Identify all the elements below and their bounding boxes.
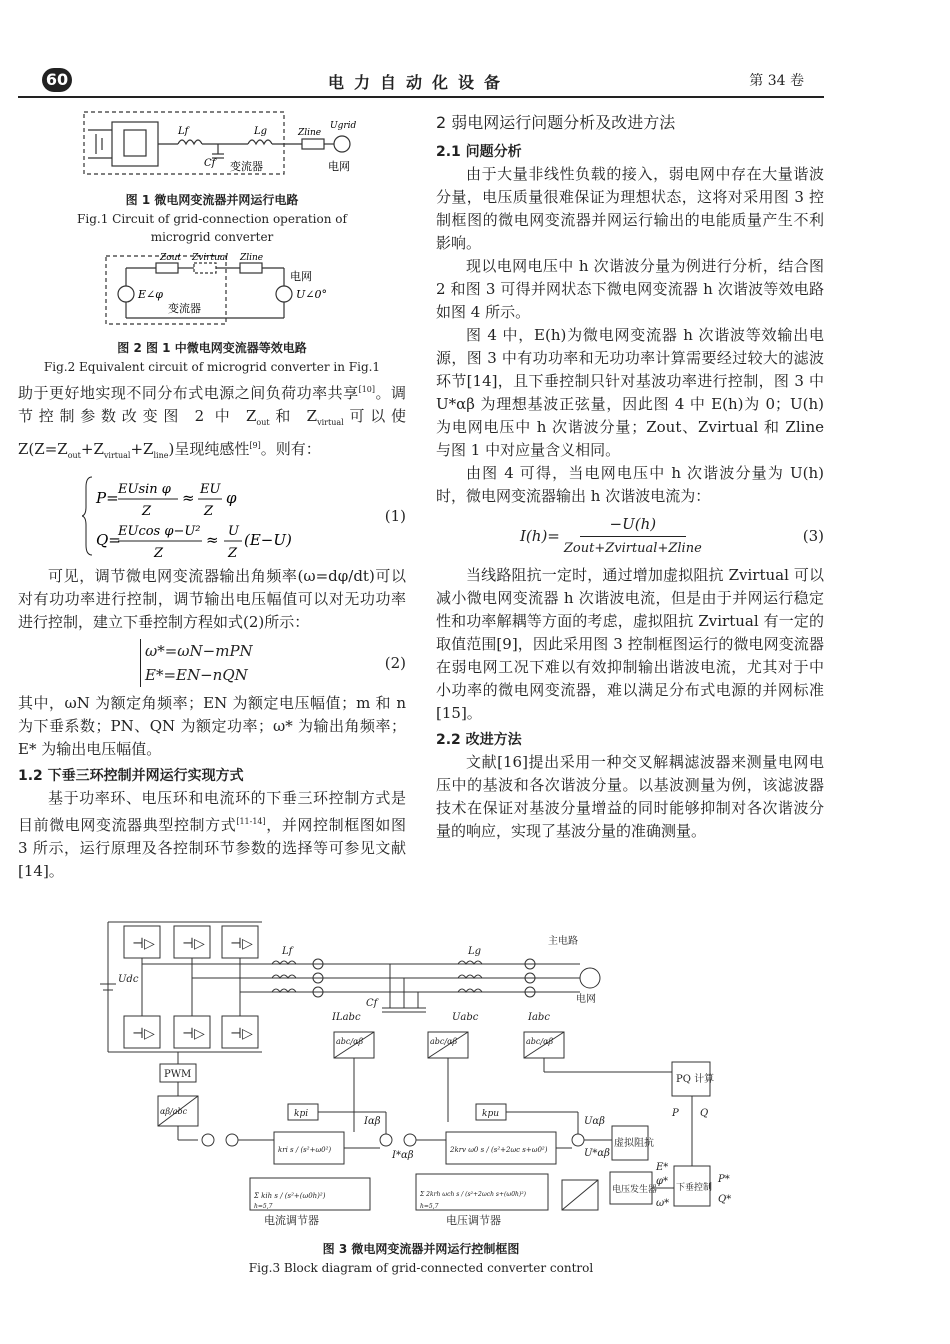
fig3-phistar: φ* [656, 1176, 669, 1187]
svg-text:Z: Z [228, 546, 238, 561]
fig3-estar: E* [656, 1162, 669, 1173]
label-zout: Zout [160, 253, 182, 263]
left-column [18, 104, 406, 883]
paragraph-three-loop: 基于功率环、电压环和电流环的下垂三环控制方式是目前微电网变流器典型控制方式[11-14]，并网控制框图如图 3 所示，运行原理及各控制环节参数的选择等可参见文献[14]。 [18, 789, 406, 880]
svg-text:Z: Z [154, 546, 164, 561]
fig3-wstar: ω* [656, 1198, 670, 1209]
paragraph-virtual-impedance: 当线路阻抗一定时，通过增加虚拟阻抗 Zvirtual 可以减小微电网变流器 h 次谐波电流，但是由于并网运行稳定性和功率解耦等方面的考虑，虚拟阻抗 Zvirtual 有一定的取值范围[9]，因此采用图 3 控制框图运行的微电网变流器在弱电网工况下难以有效抑制输出谐波电流，尤其对于中小功率的微电网变流器，难以满足分布式电源的并网标准[15]。 [436, 566, 824, 722]
fig3-abc-ab-2: abc/αβ [430, 1037, 458, 1046]
figure-3-caption-en: Fig.3 Block diagram of grid-connected converter control [248, 1261, 594, 1275]
fig3-virtual-z: 虚拟阻抗 [614, 1138, 654, 1149]
equation-3-numerator: −U(h) [580, 513, 687, 537]
equation-1-number: (1) [384, 506, 406, 525]
fig3-iabc: Iabc [528, 1012, 550, 1023]
fig3-harm-i: Σ kih s / (s²+(ω0h)²) [254, 1192, 326, 1200]
label-zline: Zline [298, 128, 322, 138]
figure-1-caption-en-line2: microgrid converter [150, 230, 274, 244]
svg-text:EUcos φ−U²: EUcos φ−U² [118, 524, 201, 539]
figure-2-caption-cn: 图 2 图 1 中微电网变流器等效电路 [117, 341, 307, 355]
equation-1 [18, 471, 406, 561]
paragraph-harmonic-current: 由图 4 可得，当电网电压中 h 次谐波分量为 U(h)时，微电网变流器输出 h 次谐波电流为： [436, 464, 824, 505]
fig3-pr-i: kri s / (s²+ω0²) [278, 1146, 332, 1154]
fig3-uabc: Uabc [452, 1012, 479, 1023]
fig3-iab: Iαβ [364, 1116, 381, 1127]
fig3-lf: Lf [282, 946, 293, 957]
fig3-main-circuit: 主电路 [548, 936, 578, 947]
figure-1-caption-en-line1: Fig.1 Circuit of grid-connection operation of [77, 212, 347, 226]
igbt-4-icon: ⊣▷ [132, 1026, 155, 1042]
label-zvirtual: Zvirtual [192, 253, 229, 263]
label-lg: Lg [254, 126, 268, 137]
equation-2-line2: E*=EN−nQN [145, 666, 248, 684]
figure-3-control-diagram [0, 912, 950, 1232]
section-2-2-heading: 2.2 改进方法 [436, 732, 522, 748]
equation-3 [436, 512, 824, 560]
fig3-ab-abc: αβ/abc [160, 1107, 188, 1116]
paragraph-droop-intro: 可见，调节微电网变流器输出角频率(ω=dφ/dt)可以对有功功率进行控制，调节输出电压幅值可以对无功功率进行控制，建立下垂控制方程如式(2)所示： [18, 567, 406, 631]
fig3-abc-ab-3: abc/αβ [526, 1037, 554, 1046]
page-number: 60 [42, 68, 72, 92]
equation-3-lhs: I(h)= [520, 526, 560, 545]
fig3-ilabc: ILabc [332, 1012, 361, 1023]
svg-text:≈: ≈ [182, 489, 195, 507]
equation-3-denominator: Zout+Zvirtual+Zline [563, 540, 702, 556]
fig3-grid: 电网 [576, 994, 596, 1005]
svg-text:EU: EU [200, 482, 221, 497]
svg-text:(E−U): (E−U) [244, 531, 292, 549]
fig3-abc-ab-1: abc/αβ [336, 1037, 364, 1046]
label-source-e: E∠φ [138, 288, 163, 301]
fig3-pstar: P* [718, 1174, 730, 1185]
paragraph-weak-grid: 由于大量非线性负载的接入，弱电网中存在大量谐波分量，电压质量很难保证为理想状态，这将对采用图 3 控制框图的微电网变流器并网运行输出的电能质量产生不利影响。 [436, 165, 824, 252]
section-2-1-heading: 2.1 问题分析 [436, 144, 522, 160]
label-zline-2: Zline [240, 253, 264, 263]
equation-3-number: (3) [802, 526, 824, 545]
fig3-current-reg: 电流调节器 [264, 1214, 319, 1227]
fig3-hset-1: h=5,7 [254, 1203, 273, 1210]
fig3-kpi: kpi [294, 1109, 309, 1119]
figure-3-caption-cn: 图 3 微电网变流器并网运行控制框图 [322, 1242, 520, 1256]
svg-text:Q=: Q= [96, 531, 121, 549]
fig3-hset-2: h=5,7 [420, 1203, 439, 1210]
fig3-qstar: Q* [718, 1194, 732, 1205]
svg-text:P=: P= [96, 489, 119, 507]
igbt-3-icon: ⊣▷ [230, 936, 253, 952]
fig3-p: P [672, 1108, 679, 1119]
equation-2-number: (2) [384, 653, 406, 672]
fig3-volt-gen: 电压发生器 [612, 1185, 658, 1195]
paragraph-fig4-desc: 图 4 中，E(h)为微电网变流器 h 次谐波等效输出电源，图 3 中有功功率和无功功率计算需要经过较大的滤波环节[14]，且下垂控制只针对基波功率进行控制，图 3 中 U*αβ 为理想基波正弦量，因此图 4 中 E(h)为 0；U(h)为电网电压中 h 次谐波分量；Zout、Zvirtual 和 Zline 与图 1 中对应量含义相同。 [436, 326, 824, 459]
fig3-pr-u: 2krv ω0 s / (s²+2ωc s+ω0²) [450, 1146, 548, 1154]
igbt-6-icon: ⊣▷ [230, 1026, 253, 1042]
igbt-2-icon: ⊣▷ [182, 936, 205, 952]
fig3-lg: Lg [468, 946, 482, 957]
figure-2-caption-en: Fig.2 Equivalent circuit of microgrid converter in Fig.1 [43, 360, 381, 374]
equation-1-formula [82, 471, 342, 561]
fig3-urefab: U*αβ [584, 1148, 610, 1159]
fig3-pwm: PWM [164, 1069, 192, 1080]
label-cf: Cf [204, 158, 216, 169]
figure-3-caption [18, 1238, 824, 1277]
paragraph-improvement: 文献[16]提出采用一种交叉解耦滤波器来测量电网电压中的基波和各次谐波分量。以基波测量为例，该滤波器技术在保证对基波分量增益的同时能够抑制对各次谐波分量的响应，实现了基波分量的准确测量。 [436, 753, 824, 840]
figure-1-caption-cn: 图 1 微电网变流器并网运行电路 [125, 193, 299, 207]
fig3-droop: 下垂控制 [676, 1183, 713, 1193]
fig3-harm-u: Σ 2krh ωch s / (s²+2ωch s+(ω0h)²) [420, 1191, 526, 1198]
fig3-cf: Cf [366, 998, 378, 1009]
section-1-2-heading: 1.2 下垂三环控制并网运行实现方式 [18, 768, 244, 784]
figure-2-equivalent-circuit [18, 250, 406, 330]
label-converter: 变流器 [230, 160, 263, 173]
fig3-udc: Udc [118, 974, 139, 985]
paragraph-harmonic-analysis: 现以电网电压中 h 次谐波分量为例进行分析，结合图 2 和图 3 可得并网状态下微电网变流器 h 次谐波等效电路如图 4 所示。 [436, 257, 824, 321]
svg-text:Z: Z [142, 504, 152, 519]
svg-text:≈: ≈ [206, 531, 219, 549]
label-grid: 电网 [328, 160, 350, 173]
section-2-heading: 2 弱电网运行问题分析及改进方法 [436, 113, 676, 132]
fig3-pq-calc: PQ 计算 [676, 1074, 715, 1085]
svg-text:U: U [228, 524, 239, 539]
igbt-5-icon: ⊣▷ [182, 1026, 205, 1042]
fig3-uab: Uαβ [584, 1116, 605, 1127]
label-source-u: U∠0° [296, 288, 327, 301]
journal-title: 电力自动化设备 [328, 73, 511, 92]
right-column [436, 110, 824, 843]
fig3-voltage-reg: 电压调节器 [446, 1214, 501, 1227]
volume-label: 第 34 卷 [749, 73, 804, 89]
label-ugrid: Ugrid [330, 121, 357, 131]
fig3-q: Q [700, 1108, 709, 1119]
equation-2 [18, 638, 406, 688]
page-header [18, 62, 824, 98]
paragraph-load-sharing: 助于更好地实现不同分布式电源之间负荷功率共享[10]。调节控制参数改变图 2 中 $Z_{out}$和 $Z_{virtual}$可以使 $Z(Z=Z_{out}+Z_{virtual}+Z_{line})$呈现纯感性[9]。则有： [18, 384, 406, 460]
fig3-irefab: I*αβ [392, 1150, 414, 1161]
figure-1-circuit [18, 104, 406, 182]
svg-text:EUsin φ: EUsin φ [118, 482, 171, 497]
fig3-kpu: kpu [482, 1109, 500, 1119]
label-converter-2: 变流器 [168, 302, 201, 315]
svg-text:Z: Z [204, 504, 214, 519]
paragraph-symbols: 其中，ωN 为额定角频率；EN 为额定电压幅值；m 和 n 为下垂系数；PN、QN 为额定功率；ω* 为输出角频率；E* 为输出电压幅值。 [18, 694, 406, 758]
label-grid-2: 电网 [290, 270, 312, 283]
igbt-1-icon: ⊣▷ [132, 936, 155, 952]
label-lf: Lf [178, 126, 189, 137]
equation-2-line1: ω*=ωN−mPN [145, 642, 253, 660]
svg-text:φ: φ [226, 489, 237, 507]
